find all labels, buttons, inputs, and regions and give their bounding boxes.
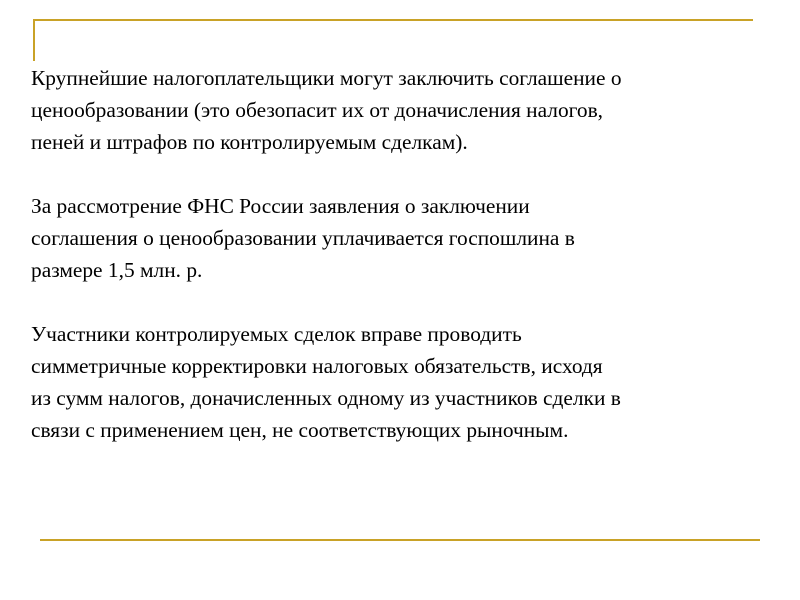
- text-line: За рассмотрение ФНС России заявления о заключении: [31, 194, 530, 218]
- text-line: из сумм налогов, доначисленных одному из участников сделки в: [31, 386, 621, 410]
- text-line: размере 1,5 млн. р.: [31, 258, 203, 282]
- bottom-rule: [40, 539, 760, 541]
- top-rule: [33, 19, 753, 21]
- paragraph-agreement: [31, 62, 781, 158]
- text-line: симметричные корректировки налоговых обязательств, исходя: [31, 354, 603, 378]
- slide-body: [31, 62, 781, 446]
- left-rule: [33, 19, 35, 61]
- text-line: пеней и штрафов по контролируемым сделкам).: [31, 130, 468, 154]
- text-line: Крупнейшие налогоплательщики могут заключить соглашение о: [31, 66, 622, 90]
- text-line: Участники контролируемых сделок вправе проводить: [31, 322, 522, 346]
- paragraph-symmetric-adjustments: [31, 318, 781, 446]
- text-line: связи с применением цен, не соответствующих рыночным.: [31, 418, 569, 442]
- text-line: соглашения о ценообразовании уплачивается госпошлина в: [31, 226, 575, 250]
- text-line: ценообразовании (это обезопасит их от доначисления налогов,: [31, 98, 604, 122]
- paragraph-state-fee: [31, 190, 781, 286]
